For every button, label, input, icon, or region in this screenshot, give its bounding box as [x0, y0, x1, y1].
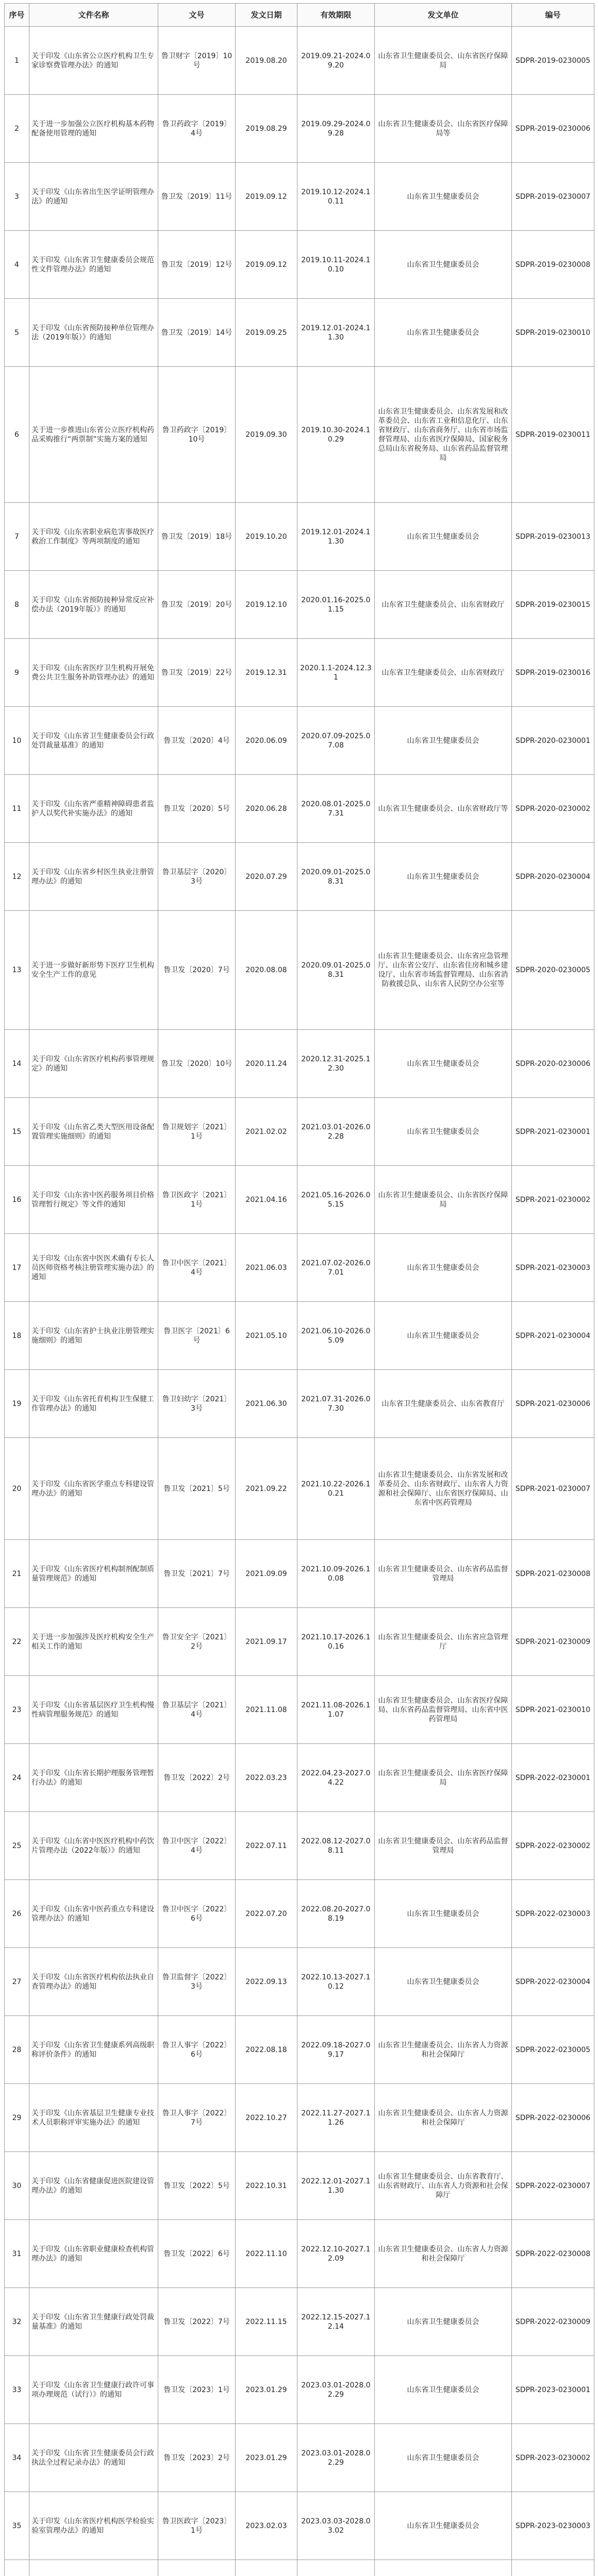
table-row [5, 1438, 594, 1540]
cell-issue-date: 2020.08.08 [236, 911, 297, 1030]
cell-doc-number: 鲁卫发〔2019〕14号 [158, 299, 236, 367]
cell-no: 2 [5, 95, 29, 163]
cell-validity-period: 2020.09.01-2025.08.31 [297, 911, 375, 1030]
table-row [5, 2220, 594, 2288]
cell-doc-number: 鲁卫发〔2021〕7号 [158, 1540, 236, 1608]
table-row [5, 299, 594, 367]
cell-no: 30 [5, 2152, 29, 2220]
cell-file-name: 关于印发《山东省托育机构卫生保健工作管理办法》的通知 [29, 1370, 158, 1438]
cell-file-name: 关于印发《山东省中医医疗机构中药饮片管理办法（2022年版）》的通知 [29, 1812, 158, 1880]
cell-code: SDPR-2021-0230007 [512, 1438, 594, 1540]
cell-doc-number: 鲁卫发〔2019〕20号 [158, 571, 236, 639]
cell-validity-period: 2023.03.03-2028.03.02 [297, 2492, 375, 2560]
cell-no: 25 [5, 1812, 29, 1880]
cell-validity-period: 2021.10.09-2026.10.08 [297, 1540, 375, 1608]
table-row [5, 1540, 594, 1608]
cell-no: 28 [5, 2016, 29, 2084]
cell-doc-number: 鲁卫发〔2019〕22号 [158, 639, 236, 707]
cell-issue-date: 2021.02.02 [236, 1098, 297, 1166]
cell-validity-period: 2022.10.13-2027.10.12 [297, 1948, 375, 2016]
cell-no: 23 [5, 1676, 29, 1744]
cell-validity-period: 2020.12.31-2025.12.30 [297, 1030, 375, 1098]
cell-doc-number: 鲁卫人事字〔2022〕6号 [158, 2016, 236, 2084]
cell-code: SDPR-2019-0230006 [512, 95, 594, 163]
cell-issue-date: 2019.12.31 [236, 639, 297, 707]
cell-file-name: 关于印发《山东省乙类大型医用设备配置管理实施细则》的通知 [29, 1098, 158, 1166]
cell-doc-number: 鲁卫发〔2019〕11号 [158, 163, 236, 231]
cell-no: 20 [5, 1438, 29, 1540]
cell-issuer: 山东省卫生健康委员会 [375, 1234, 512, 1302]
cell-doc-number: 鲁卫发〔2020〕10号 [158, 1030, 236, 1098]
header-doc-no: 文号 [158, 4, 236, 27]
cell-doc-number: 鲁卫药政字〔2019〕10号 [158, 367, 236, 503]
cell-issue-date: 2019.09.30 [236, 367, 297, 503]
cell-issue-date: 2023.02.03 [236, 2492, 297, 2560]
cell-file-name: 关于印发《山东省卫生健康委员会行政处罚裁量基准》的通知 [29, 707, 158, 775]
cell-validity-period: 2020.09.01-2025.08.31 [297, 843, 375, 911]
cell-doc-number: 鲁卫基层字〔2021〕4号 [158, 1676, 236, 1744]
cell-file-name: 关于印发《山东省中医药服务项目价格管理暂行规定》等文件的通知 [29, 1166, 158, 1234]
cell-issuer: 山东省卫生健康委员会、山东省人力资源和社会保障厅 [375, 2016, 512, 2084]
cell-issuer: 山东省卫生健康委员会 [375, 843, 512, 911]
cell-no: 22 [5, 1608, 29, 1676]
table-row [5, 843, 594, 911]
cell-code: SDPR-2022-0230008 [512, 2220, 594, 2288]
table-row [5, 2288, 594, 2356]
cell-code: SDPR-2019-0230013 [512, 503, 594, 571]
cell-doc-number: 鲁卫发〔2021〕5号 [158, 1438, 236, 1540]
cell-validity-period: 2021.07.31-2026.07.30 [297, 1370, 375, 1438]
cell-doc-number: 鲁卫中医字〔2022〕4号 [158, 1812, 236, 1880]
cell-issuer: 山东省卫生健康委员会、山东省医疗保障局 [375, 27, 512, 95]
cell-doc-number: 鲁卫发〔2023〕1号 [158, 2356, 236, 2424]
cell-validity-period: 2021.07.02-2026.07.01 [297, 1234, 375, 1302]
cell-code: SDPR-2019-0230010 [512, 299, 594, 367]
cell-doc-number: 鲁卫监督字〔2022〕3号 [158, 1948, 236, 2016]
cell-file-name: 关于印发《山东省基层医疗卫生机构慢性病管理服务规范》的通知 [29, 1676, 158, 1744]
cell-code: SDPR-2021-0230001 [512, 1098, 594, 1166]
cell-validity-period: 2019.10.12-2024.10.11 [297, 163, 375, 231]
cell-no [5, 2560, 29, 2576]
cell-issue-date: 2022.10.27 [236, 2084, 297, 2152]
cell-doc-number: 鲁卫发〔2022〕5号 [158, 2152, 236, 2220]
cell-issuer: 山东省卫生健康委员会、山东省医疗保障局、山东省药品监督管理局、山东省中医药管理局 [375, 1676, 512, 1744]
cell-validity-period: 2021.03.01-2026.02.28 [297, 1098, 375, 1166]
table-row [5, 95, 594, 163]
cell-issuer: 山东省卫生健康委员会 [375, 231, 512, 299]
cell-issuer: 山东省卫生健康委员会、山东省应急管理厅、山东省公安厅、山东省住房和城乡建设厅、山东省市场监督管理局、山东省消防救援总队、山东省人民防空办公室等 [375, 911, 512, 1030]
table-body [5, 27, 594, 2576]
cell-issuer: 山东省卫生健康委员会 [375, 2356, 512, 2424]
table-row [5, 1608, 594, 1676]
cell-doc-number: 鲁卫医政字〔2021〕1号 [158, 1166, 236, 1234]
cell-validity-period: 2020.07.09-2025.07.08 [297, 707, 375, 775]
cell-validity-period: 2021.05.16-2026.05.15 [297, 1166, 375, 1234]
cell-issue-date: 2019.09.25 [236, 299, 297, 367]
cell-no: 13 [5, 911, 29, 1030]
cell-issuer: 山东省卫生健康委员会 [375, 707, 512, 775]
cell-issue-date: 2021.11.08 [236, 1676, 297, 1744]
cell-file-name: 关于印发《山东省严重精神障碍患者监护人以奖代补实施办法》的通知 [29, 775, 158, 843]
table-header-row [5, 4, 594, 27]
cell-issue-date: 2021.09.22 [236, 1438, 297, 1540]
cell-validity-period: 2019.10.11-2024.10.10 [297, 231, 375, 299]
cell-code: SDPR-2023-0230002 [512, 2424, 594, 2492]
cell-issuer: 山东省卫生健康委员会、山东省应急管理厅 [375, 1608, 512, 1676]
cell-issue-date: 2022.09.13 [236, 1948, 297, 2016]
cell-issue-date: 2021.09.17 [236, 1608, 297, 1676]
cell-validity-period: 2022.04.23-2027.04.22 [297, 1744, 375, 1812]
cell-validity-period: 2020.01.16-2025.01.15 [297, 571, 375, 639]
table-row [5, 2492, 594, 2560]
cell-issuer: 山东省卫生健康委员会、山东省人力资源和社会保障厅 [375, 2084, 512, 2152]
cell-no: 9 [5, 639, 29, 707]
cell-no: 33 [5, 2356, 29, 2424]
cell-issue-date [236, 2560, 297, 2576]
cell-validity-period: 2021.11.08-2026.11.07 [297, 1676, 375, 1744]
table-row [5, 231, 594, 299]
cell-code: SDPR-2022-0230006 [512, 2084, 594, 2152]
cell-issuer: 山东省卫生健康委员会、山东省药品监督管理局 [375, 1812, 512, 1880]
cell-no: 14 [5, 1030, 29, 1098]
cell-validity-period: 2019.09.21-2024.09.20 [297, 27, 375, 95]
cell-file-name: 关于印发《山东省出生医学证明管理办法》的通知 [29, 163, 158, 231]
cell-issue-date: 2019.09.12 [236, 163, 297, 231]
table-row [5, 639, 594, 707]
cell-issuer: 山东省卫生健康委员会、山东省发展和改革委员会、山东省工业和信息化厅、山东省财政厅、山东省商务厅、山东省市场监督管理局、山东省医疗保障局、国家税务总局山东省税务局、山东省药品监督管理局 [375, 367, 512, 503]
cell-no: 4 [5, 231, 29, 299]
cell-no: 26 [5, 1880, 29, 1948]
cell-issue-date: 2021.05.10 [236, 1302, 297, 1370]
cell-code: SDPR-2023-0230003 [512, 2492, 594, 2560]
cell-code: SDPR-2021-0230002 [512, 1166, 594, 1234]
cell-code: SDPR-2019-0230007 [512, 163, 594, 231]
cell-code: SDPR-2019-0230005 [512, 27, 594, 95]
cell-validity-period: 2021.10.22-2026.10.21 [297, 1438, 375, 1540]
cell-issue-date: 2020.07.29 [236, 843, 297, 911]
cell-issue-date: 2023.01.29 [236, 2424, 297, 2492]
table-row [5, 1030, 594, 1098]
table-row [5, 1302, 594, 1370]
cell-issuer: 山东省卫生健康委员会 [375, 1880, 512, 1948]
cell-code: SDPR-2021-0230006 [512, 1370, 594, 1438]
cell-doc-number: 鲁卫发〔2022〕6号 [158, 2220, 236, 2288]
cell-issuer: 山东省卫生健康委员会、山东省医疗保障局 [375, 1744, 512, 1812]
cell-code: SDPR-2021-0230009 [512, 1608, 594, 1676]
cell-issue-date: 2021.04.16 [236, 1166, 297, 1234]
table-row [5, 2084, 594, 2152]
cell-issuer: 山东省卫生健康委员会 [375, 163, 512, 231]
cell-issuer: 山东省卫生健康委员会 [375, 503, 512, 571]
table-row [5, 1948, 594, 2016]
cell-no: 11 [5, 775, 29, 843]
table-row [5, 367, 594, 503]
cell-issue-date: 2021.06.03 [236, 1234, 297, 1302]
cell-doc-number: 鲁卫发〔2020〕5号 [158, 775, 236, 843]
cell-issuer: 山东省卫生健康委员会 [375, 1948, 512, 2016]
cell-doc-number: 鲁卫中医字〔2022〕6号 [158, 1880, 236, 1948]
cell-file-name: 关于印发《山东省长期护理服务管理暂行办法》的通知 [29, 1744, 158, 1812]
cell-file-name: 关于印发《山东省医疗机构依法执业自查管理办法》的通知 [29, 1948, 158, 2016]
table-row [5, 2356, 594, 2424]
header-code: 编号 [512, 4, 594, 27]
cell-no: 32 [5, 2288, 29, 2356]
cell-file-name: 关于印发《山东省基层卫生健康专业技术人员职称评审实施办法》的通知 [29, 2084, 158, 2152]
cell-issue-date: 2022.11.10 [236, 2220, 297, 2288]
cell-doc-number: 鲁卫发〔2022〕7号 [158, 2288, 236, 2356]
cell-no: 17 [5, 1234, 29, 1302]
cell-issue-date: 2020.06.28 [236, 775, 297, 843]
cell-issuer: 山东省卫生健康委员会、山东省药品监督管理局 [375, 1540, 512, 1608]
cell-issue-date: 2022.11.15 [236, 2288, 297, 2356]
cell-validity-period: 2022.12.15-2027.12.14 [297, 2288, 375, 2356]
cell-validity-period: 2021.06.10-2026.05.09 [297, 1302, 375, 1370]
cell-no: 3 [5, 163, 29, 231]
cell-code: SDPR-2019-0230016 [512, 639, 594, 707]
table-row [5, 1166, 594, 1234]
cell-file-name: 关于印发《山东省卫生健康行政处罚裁量基准》的通知 [29, 2288, 158, 2356]
cell-issue-date: 2019.10.20 [236, 503, 297, 571]
cell-code: SDPR-2022-0230005 [512, 2016, 594, 2084]
cell-file-name: 关于印发《山东省健康促进医院建设管理办法》的通知 [29, 2152, 158, 2220]
cell-doc-number: 鲁卫中医字〔2021〕4号 [158, 1234, 236, 1302]
header-issuer: 发文单位 [375, 4, 512, 27]
cell-validity-period: 2022.12.10-2027.12.09 [297, 2220, 375, 2288]
cell-validity-period [297, 2560, 375, 2576]
cell-doc-number: 鲁卫发〔2019〕18号 [158, 503, 236, 571]
cell-file-name: 关于印发《山东省乡村医生执业注册管理办法》的通知 [29, 843, 158, 911]
cell-validity-period: 2023.03.01-2028.02.29 [297, 2356, 375, 2424]
cell-issue-date: 2022.03.23 [236, 1744, 297, 1812]
table-row [5, 571, 594, 639]
cell-issue-date: 2023.01.29 [236, 2356, 297, 2424]
cell-code: SDPR-2022-0230002 [512, 1812, 594, 1880]
cell-file-name: 关于进一步推进山东省公立医疗机构药品采购推行“两票制”实施方案的通知 [29, 367, 158, 503]
cell-issuer: 山东省卫生健康委员会 [375, 2424, 512, 2492]
cell-file-name: 关于印发《山东省中医医术确有专长人员医师资格考核注册管理实施办法》的通知 [29, 1234, 158, 1302]
cell-no: 16 [5, 1166, 29, 1234]
cell-issue-date: 2021.06.30 [236, 1370, 297, 1438]
cell-file-name: 关于进一步加强公立医疗机构基本药物配备使用管理的通知 [29, 95, 158, 163]
cell-issuer: 山东省卫生健康委员会、山东省财政厅 [375, 571, 512, 639]
table-row [5, 775, 594, 843]
cell-issuer: 山东省卫生健康委员会、山东省发展和改革委员会、山东省财政厅、山东省人力资源和社会保障厅、山东省医疗保障局、山东省中医药管理局 [375, 1438, 512, 1540]
cell-issue-date: 2021.09.09 [236, 1540, 297, 1608]
cell-code: SDPR-2022-0230009 [512, 2288, 594, 2356]
header-date: 发文日期 [236, 4, 297, 27]
cell-code: SDPR-2020-0230005 [512, 911, 594, 1030]
cell-code: SDPR-2022-0230001 [512, 1744, 594, 1812]
cell-code: SDPR-2022-0230007 [512, 2152, 594, 2220]
cell-validity-period: 2020.1.1-2024.12.31 [297, 639, 375, 707]
cell-issuer: 山东省卫生健康委员会、山东省财政厅等 [375, 775, 512, 843]
cell-issuer: 山东省卫生健康委员会 [375, 299, 512, 367]
cell-file-name: 关于印发《山东省卫生健康系列高级职称评价条件》的通知 [29, 2016, 158, 2084]
cell-issue-date: 2019.12.10 [236, 571, 297, 639]
table-row [5, 1676, 594, 1744]
cell-no: 31 [5, 2220, 29, 2288]
cell-doc-number: 鲁卫发〔2020〕4号 [158, 707, 236, 775]
cell-file-name: 关于印发《山东省医学重点专科建设管理办法》的通知 [29, 1438, 158, 1540]
cell-code: SDPR-2021-0230010 [512, 1676, 594, 1744]
cell-doc-number: 鲁卫安全字〔2021〕2号 [158, 1608, 236, 1676]
cell-issue-date: 2022.07.20 [236, 1880, 297, 1948]
cell-issuer: 山东省卫生健康委员会 [375, 2288, 512, 2356]
cell-no: 27 [5, 1948, 29, 2016]
cell-no: 29 [5, 2084, 29, 2152]
cell-file-name [29, 2560, 158, 2576]
cell-issuer: 山东省卫生健康委员会、山东省人力资源和社会保障厅 [375, 2220, 512, 2288]
cell-no: 21 [5, 1540, 29, 1608]
cell-validity-period: 2022.08.20-2027.08.19 [297, 1880, 375, 1948]
cell-validity-period: 2021.10.17-2026.10.16 [297, 1608, 375, 1676]
cell-issuer: 山东省卫生健康委员会、山东省教育厅 [375, 1370, 512, 1438]
cell-issue-date: 2019.08.29 [236, 95, 297, 163]
cell-file-name: 关于印发《山东省公立医疗机构卫生专家诊察费管理办法》的通知 [29, 27, 158, 95]
cell-code: SDPR-2019-0230011 [512, 367, 594, 503]
cell-code: SDPR-2021-0230003 [512, 1234, 594, 1302]
cell-issue-date: 2022.08.18 [236, 2016, 297, 2084]
table-row [5, 1098, 594, 1166]
cell-validity-period: 2022.08.12-2027.08.11 [297, 1812, 375, 1880]
cell-doc-number: 鲁卫妇幼字〔2021〕3号 [158, 1370, 236, 1438]
cell-code: SDPR-2021-0230008 [512, 1540, 594, 1608]
table-row [5, 1880, 594, 1948]
table-row [5, 707, 594, 775]
cell-validity-period: 2020.08.01-2025.07.31 [297, 775, 375, 843]
table-row [5, 2152, 594, 2220]
cell-code: SDPR-2020-0230004 [512, 843, 594, 911]
cell-no: 34 [5, 2424, 29, 2492]
cell-issuer: 山东省卫生健康委员会、山东省医疗保障局 [375, 1166, 512, 1234]
cell-issuer: 山东省卫生健康委员会 [375, 1030, 512, 1098]
cell-no: 35 [5, 2492, 29, 2560]
cell-doc-number: 鲁卫发〔2019〕12号 [158, 231, 236, 299]
cell-file-name: 关于印发《山东省医疗机构制剂配制质量管理规范》的通知 [29, 1540, 158, 1608]
cell-issuer: 山东省卫生健康委员会 [375, 1302, 512, 1370]
cell-code: SDPR-2020-0230006 [512, 1030, 594, 1098]
table-row [5, 503, 594, 571]
cell-issue-date: 2019.09.12 [236, 231, 297, 299]
cell-file-name: 关于进一步做好新形势下医疗卫生机构安全生产工作的意见 [29, 911, 158, 1030]
cell-file-name: 关于印发《山东省医疗卫生机构开展免费公共卫生服务补助管理办法》的通知 [29, 639, 158, 707]
cell-issue-date: 2019.08.20 [236, 27, 297, 95]
table-row [5, 1744, 594, 1812]
cell-file-name: 关于印发《山东省医疗机构医学检验实验室管理办法》的通知 [29, 2492, 158, 2560]
cell-file-name: 关于印发《山东省医疗机构药事管理规定》的通知 [29, 1030, 158, 1098]
cell-file-name: 关于印发《山东省预防接种单位管理办法（2019年版）》的通知 [29, 299, 158, 367]
cell-doc-number: 鲁卫医政字〔2023〕1号 [158, 2492, 236, 2560]
cell-no: 6 [5, 367, 29, 503]
cell-validity-period: 2019.09.29-2024.09.28 [297, 95, 375, 163]
cell-file-name: 关于印发《山东省中医药重点专科建设管理办法》的通知 [29, 1880, 158, 1948]
header-validity: 有效期限 [297, 4, 375, 27]
cell-doc-number: 鲁卫药政字〔2019〕4号 [158, 95, 236, 163]
cell-issuer: 山东省卫生健康委员会、山东省医疗保障局等 [375, 95, 512, 163]
cell-no: 12 [5, 843, 29, 911]
cell-issue-date: 2022.07.11 [236, 1812, 297, 1880]
cell-no: 24 [5, 1744, 29, 1812]
cell-doc-number: 鲁卫人事字〔2022〕7号 [158, 2084, 236, 2152]
cell-issue-date: 2022.10.31 [236, 2152, 297, 2220]
cell-doc-number: 鲁卫财字〔2019〕10号 [158, 27, 236, 95]
cell-no: 10 [5, 707, 29, 775]
cell-validity-period: 2019.12.01-2024.11.30 [297, 503, 375, 571]
cell-issue-date: 2020.11.24 [236, 1030, 297, 1098]
table-row [5, 163, 594, 231]
cell-code: SDPR-2021-0230004 [512, 1302, 594, 1370]
table-row [5, 2560, 594, 2576]
cell-issue-date: 2020.06.09 [236, 707, 297, 775]
cell-validity-period: 2022.12.01-2027.11.30 [297, 2152, 375, 2220]
cell-file-name: 关于印发《山东省卫生健康委员会行政执法全过程记录办法》的通知 [29, 2424, 158, 2492]
cell-no: 19 [5, 1370, 29, 1438]
cell-file-name: 关于进一步加强涉及医疗机构安全生产相关工作的通知 [29, 1608, 158, 1676]
table-row [5, 1812, 594, 1880]
table-row [5, 1370, 594, 1438]
cell-doc-number: 鲁卫发〔2022〕2号 [158, 1744, 236, 1812]
cell-doc-number: 鲁卫规划字〔2021〕1号 [158, 1098, 236, 1166]
cell-validity-period: 2023.03.01-2028.02.29 [297, 2424, 375, 2492]
table-row [5, 911, 594, 1030]
cell-validity-period: 2022.09.18-2027.09.17 [297, 2016, 375, 2084]
cell-file-name: 关于印发《山东省卫生健康行政许可事项办理规范（试行）》的通知 [29, 2356, 158, 2424]
cell-doc-number: 鲁卫发〔2023〕2号 [158, 2424, 236, 2492]
cell-issuer: 山东省卫生健康委员会、山东省财政厅 [375, 639, 512, 707]
cell-validity-period: 2019.10.30-2024.10.29 [297, 367, 375, 503]
cell-doc-number [158, 2560, 236, 2576]
cell-file-name: 关于印发《山东省卫生健康委员会规范性文件管理办法》的通知 [29, 231, 158, 299]
cell-code: SDPR-2022-0230004 [512, 1948, 594, 2016]
cell-code: SDPR-2020-0230001 [512, 707, 594, 775]
cell-no: 18 [5, 1302, 29, 1370]
cell-code: SDPR-2019-0230008 [512, 231, 594, 299]
cell-no: 15 [5, 1098, 29, 1166]
cell-code: SDPR-2023-0230001 [512, 2356, 594, 2424]
cell-no: 5 [5, 299, 29, 367]
regulation-table [4, 3, 594, 2576]
table-row [5, 2016, 594, 2084]
cell-validity-period: 2022.11.27-2027.11.26 [297, 2084, 375, 2152]
cell-file-name: 关于印发《山东省预防接种异常反应补偿办法（2019年版）》的通知 [29, 571, 158, 639]
table-row [5, 2424, 594, 2492]
cell-issuer: 山东省卫生健康委员会 [375, 1098, 512, 1166]
cell-doc-number: 鲁卫基层字〔2020〕3号 [158, 843, 236, 911]
cell-no: 7 [5, 503, 29, 571]
cell-code [512, 2560, 594, 2576]
cell-code: SDPR-2022-0230003 [512, 1880, 594, 1948]
cell-no: 8 [5, 571, 29, 639]
cell-code: SDPR-2019-0230015 [512, 571, 594, 639]
cell-no: 1 [5, 27, 29, 95]
cell-issuer [375, 2560, 512, 2576]
table-row [5, 27, 594, 95]
table-row [5, 1234, 594, 1302]
cell-doc-number: 鲁卫发〔2020〕7号 [158, 911, 236, 1030]
cell-code: SDPR-2020-0230002 [512, 775, 594, 843]
cell-file-name: 关于印发《山东省职业病危害事故医疗救治工作制度》等两项制度的通知 [29, 503, 158, 571]
cell-file-name: 关于印发《山东省护士执业注册管理实施细则》的通知 [29, 1302, 158, 1370]
cell-issuer: 山东省卫生健康委员会 [375, 2492, 512, 2560]
cell-file-name: 关于印发《山东省职业健康检查机构管理办法》的通知 [29, 2220, 158, 2288]
cell-doc-number: 鲁卫医字〔2021〕6号 [158, 1302, 236, 1370]
cell-issuer: 山东省卫生健康委员会、山东省教育厅、山东省财政厅、山东省人力资源和社会保障厅 [375, 2152, 512, 2220]
cell-validity-period: 2019.12.01-2024.11.30 [297, 299, 375, 367]
header-no: 序号 [5, 4, 29, 27]
header-name: 文件名称 [29, 4, 158, 27]
